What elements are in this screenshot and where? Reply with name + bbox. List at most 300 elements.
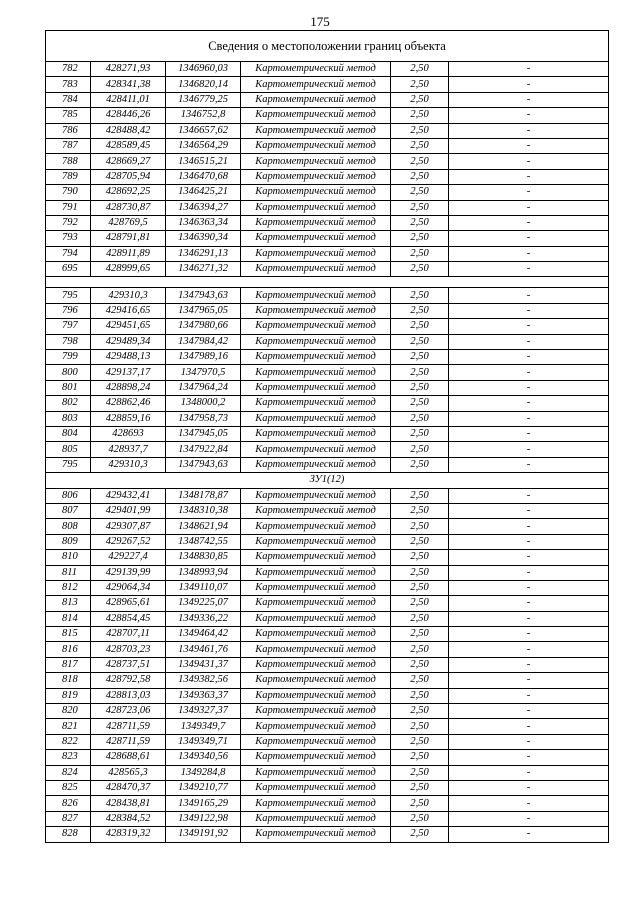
table-title: Сведения о местоположении границ объекта xyxy=(46,31,609,62)
description-cell: - xyxy=(449,303,609,318)
accuracy-cell: 2,50 xyxy=(391,503,449,518)
method-cell: Картометрический метод xyxy=(241,580,391,595)
point-number-cell: 818 xyxy=(46,673,91,688)
table-row xyxy=(46,611,609,626)
table-row xyxy=(46,765,609,780)
description-cell: - xyxy=(449,780,609,795)
x-coordinate-cell: 428937,7 xyxy=(91,442,166,457)
method-cell: Картометрический метод xyxy=(241,704,391,719)
x-coordinate-cell: 428411,01 xyxy=(91,92,166,107)
y-coordinate-cell: 1347970,5 xyxy=(166,365,241,380)
accuracy-cell: 2,50 xyxy=(391,765,449,780)
point-number-cell: 803 xyxy=(46,411,91,426)
description-cell: - xyxy=(449,154,609,169)
y-coordinate-cell: 1349284,8 xyxy=(166,765,241,780)
accuracy-cell: 2,50 xyxy=(391,319,449,334)
description-cell: - xyxy=(449,673,609,688)
x-coordinate-cell: 428692,25 xyxy=(91,185,166,200)
method-cell: Картометрический метод xyxy=(241,627,391,642)
y-coordinate-cell: 1346515,21 xyxy=(166,154,241,169)
table-row xyxy=(46,215,609,230)
x-coordinate-cell: 429064,34 xyxy=(91,580,166,595)
y-coordinate-cell: 1349210,77 xyxy=(166,780,241,795)
x-coordinate-cell: 428965,61 xyxy=(91,596,166,611)
table-row xyxy=(46,796,609,811)
description-cell: - xyxy=(449,426,609,441)
description-cell: - xyxy=(449,92,609,107)
x-coordinate-cell: 428792,58 xyxy=(91,673,166,688)
point-number-cell: 825 xyxy=(46,780,91,795)
method-cell: Картометрический метод xyxy=(241,231,391,246)
accuracy-cell: 2,50 xyxy=(391,627,449,642)
table-row xyxy=(46,169,609,184)
description-cell: - xyxy=(449,442,609,457)
method-cell: Картометрический метод xyxy=(241,811,391,826)
accuracy-cell: 2,50 xyxy=(391,719,449,734)
accuracy-cell: 2,50 xyxy=(391,580,449,595)
method-cell: Картометрический метод xyxy=(241,200,391,215)
method-cell: Картометрический метод xyxy=(241,596,391,611)
description-cell: - xyxy=(449,488,609,503)
point-number-cell: 811 xyxy=(46,565,91,580)
y-coordinate-cell: 1347945,05 xyxy=(166,426,241,441)
x-coordinate-cell: 429139,99 xyxy=(91,565,166,580)
method-cell: Картометрический метод xyxy=(241,503,391,518)
accuracy-cell: 2,50 xyxy=(391,688,449,703)
accuracy-cell: 2,50 xyxy=(391,303,449,318)
method-cell: Картометрический метод xyxy=(241,719,391,734)
method-cell: Картометрический метод xyxy=(241,765,391,780)
table-row xyxy=(46,534,609,549)
accuracy-cell: 2,50 xyxy=(391,108,449,123)
x-coordinate-cell: 429401,99 xyxy=(91,503,166,518)
table-row xyxy=(46,457,609,472)
accuracy-cell: 2,50 xyxy=(391,154,449,169)
point-number-cell: 783 xyxy=(46,77,91,92)
method-cell: Картометрический метод xyxy=(241,319,391,334)
x-coordinate-cell: 428341,38 xyxy=(91,77,166,92)
accuracy-cell: 2,50 xyxy=(391,611,449,626)
description-cell: - xyxy=(449,262,609,277)
x-coordinate-cell: 428693 xyxy=(91,426,166,441)
description-cell: - xyxy=(449,580,609,595)
point-number-cell: 791 xyxy=(46,200,91,215)
point-number-cell: 822 xyxy=(46,734,91,749)
accuracy-cell: 2,50 xyxy=(391,138,449,153)
x-coordinate-cell: 428711,59 xyxy=(91,734,166,749)
method-cell: Картометрический метод xyxy=(241,380,391,395)
method-cell: Картометрический метод xyxy=(241,642,391,657)
point-number-cell: 799 xyxy=(46,350,91,365)
x-coordinate-cell: 428688,61 xyxy=(91,750,166,765)
table-row xyxy=(46,503,609,518)
y-coordinate-cell: 1349336,22 xyxy=(166,611,241,626)
accuracy-cell: 2,50 xyxy=(391,488,449,503)
y-coordinate-cell: 1349461,76 xyxy=(166,642,241,657)
method-cell: Картометрический метод xyxy=(241,734,391,749)
point-number-cell: 815 xyxy=(46,627,91,642)
x-coordinate-cell: 429416,65 xyxy=(91,303,166,318)
x-coordinate-cell: 428703,23 xyxy=(91,642,166,657)
method-cell: Картометрический метод xyxy=(241,365,391,380)
table-title-row xyxy=(46,31,609,62)
accuracy-cell: 2,50 xyxy=(391,185,449,200)
x-coordinate-cell: 429227,4 xyxy=(91,550,166,565)
accuracy-cell: 2,50 xyxy=(391,92,449,107)
x-coordinate-cell: 428446,26 xyxy=(91,108,166,123)
x-coordinate-cell: 428854,45 xyxy=(91,611,166,626)
point-number-cell: 789 xyxy=(46,169,91,184)
x-coordinate-cell: 429489,34 xyxy=(91,334,166,349)
x-coordinate-cell: 429451,65 xyxy=(91,319,166,334)
point-number-cell: 812 xyxy=(46,580,91,595)
description-cell: - xyxy=(449,596,609,611)
y-coordinate-cell: 1346960,03 xyxy=(166,62,241,77)
point-number-cell: 827 xyxy=(46,811,91,826)
method-cell: Картометрический метод xyxy=(241,262,391,277)
y-coordinate-cell: 1347964,24 xyxy=(166,380,241,395)
point-number-cell: 806 xyxy=(46,488,91,503)
description-cell: - xyxy=(449,704,609,719)
x-coordinate-cell: 428769,5 xyxy=(91,215,166,230)
y-coordinate-cell: 1349110,07 xyxy=(166,580,241,595)
x-coordinate-cell: 429307,87 xyxy=(91,519,166,534)
point-number-cell: 792 xyxy=(46,215,91,230)
point-number-cell: 824 xyxy=(46,765,91,780)
description-cell: - xyxy=(449,565,609,580)
point-number-cell: 820 xyxy=(46,704,91,719)
table-row xyxy=(46,580,609,595)
accuracy-cell: 2,50 xyxy=(391,442,449,457)
method-cell: Картометрический метод xyxy=(241,334,391,349)
accuracy-cell: 2,50 xyxy=(391,426,449,441)
table-row xyxy=(46,734,609,749)
accuracy-cell: 2,50 xyxy=(391,200,449,215)
y-coordinate-cell: 1346291,13 xyxy=(166,246,241,261)
point-number-cell: 695 xyxy=(46,262,91,277)
y-coordinate-cell: 1346657,62 xyxy=(166,123,241,138)
x-coordinate-cell: 428565,3 xyxy=(91,765,166,780)
description-cell: - xyxy=(449,396,609,411)
accuracy-cell: 2,50 xyxy=(391,457,449,472)
y-coordinate-cell: 1347943,63 xyxy=(166,457,241,472)
method-cell: Картометрический метод xyxy=(241,92,391,107)
y-coordinate-cell: 1346271,32 xyxy=(166,262,241,277)
y-coordinate-cell: 1347943,63 xyxy=(166,288,241,303)
method-cell: Картометрический метод xyxy=(241,780,391,795)
y-coordinate-cell: 1349349,71 xyxy=(166,734,241,749)
description-cell: - xyxy=(449,200,609,215)
y-coordinate-cell: 1347922,84 xyxy=(166,442,241,457)
y-coordinate-cell: 1349464,42 xyxy=(166,627,241,642)
table-body xyxy=(46,31,609,843)
method-cell: Картометрический метод xyxy=(241,169,391,184)
accuracy-cell: 2,50 xyxy=(391,750,449,765)
point-number-cell: 800 xyxy=(46,365,91,380)
table-row xyxy=(46,519,609,534)
point-number-cell: 785 xyxy=(46,108,91,123)
accuracy-cell: 2,50 xyxy=(391,811,449,826)
y-coordinate-cell: 1349327,37 xyxy=(166,704,241,719)
point-number-cell: 795 xyxy=(46,457,91,472)
y-coordinate-cell: 1348621,94 xyxy=(166,519,241,534)
method-cell: Картометрический метод xyxy=(241,750,391,765)
accuracy-cell: 2,50 xyxy=(391,642,449,657)
accuracy-cell: 2,50 xyxy=(391,365,449,380)
x-coordinate-cell: 428859,16 xyxy=(91,411,166,426)
point-number-cell: 797 xyxy=(46,319,91,334)
table-row xyxy=(46,77,609,92)
x-coordinate-cell: 428705,94 xyxy=(91,169,166,184)
point-number-cell: 819 xyxy=(46,688,91,703)
x-coordinate-cell: 428911,89 xyxy=(91,246,166,261)
description-cell: - xyxy=(449,350,609,365)
table-row xyxy=(46,657,609,672)
table-row xyxy=(46,750,609,765)
point-number-cell: 793 xyxy=(46,231,91,246)
y-coordinate-cell: 1346425,21 xyxy=(166,185,241,200)
description-cell: - xyxy=(449,380,609,395)
accuracy-cell: 2,50 xyxy=(391,262,449,277)
table-row xyxy=(46,442,609,457)
accuracy-cell: 2,50 xyxy=(391,246,449,261)
accuracy-cell: 2,50 xyxy=(391,519,449,534)
table-row xyxy=(46,231,609,246)
table-row xyxy=(46,380,609,395)
y-coordinate-cell: 1348993,94 xyxy=(166,565,241,580)
accuracy-cell: 2,50 xyxy=(391,796,449,811)
description-cell: - xyxy=(449,719,609,734)
y-coordinate-cell: 1346390,34 xyxy=(166,231,241,246)
method-cell: Картометрический метод xyxy=(241,550,391,565)
y-coordinate-cell: 1349382,56 xyxy=(166,673,241,688)
accuracy-cell: 2,50 xyxy=(391,77,449,92)
method-cell: Картометрический метод xyxy=(241,246,391,261)
x-coordinate-cell: 429267,52 xyxy=(91,534,166,549)
x-coordinate-cell: 428723,06 xyxy=(91,704,166,719)
table-row xyxy=(46,596,609,611)
description-cell: - xyxy=(449,77,609,92)
table-row xyxy=(46,108,609,123)
method-cell: Картометрический метод xyxy=(241,827,391,842)
point-number-cell: 807 xyxy=(46,503,91,518)
table-row xyxy=(46,303,609,318)
accuracy-cell: 2,50 xyxy=(391,123,449,138)
x-coordinate-cell: 428862,46 xyxy=(91,396,166,411)
x-coordinate-cell: 428384,52 xyxy=(91,811,166,826)
point-number-cell: 821 xyxy=(46,719,91,734)
x-coordinate-cell: 428470,37 xyxy=(91,780,166,795)
table-row xyxy=(46,627,609,642)
point-number-cell: 817 xyxy=(46,657,91,672)
y-coordinate-cell: 1346394,27 xyxy=(166,200,241,215)
table-row xyxy=(46,350,609,365)
x-coordinate-cell: 428707,11 xyxy=(91,627,166,642)
method-cell: Картометрический метод xyxy=(241,673,391,688)
method-cell: Картометрический метод xyxy=(241,519,391,534)
method-cell: Картометрический метод xyxy=(241,657,391,672)
method-cell: Картометрический метод xyxy=(241,215,391,230)
y-coordinate-cell: 1348830,85 xyxy=(166,550,241,565)
table-row xyxy=(46,488,609,503)
table-row xyxy=(46,246,609,261)
table-row xyxy=(46,185,609,200)
boundary-coordinates-table xyxy=(45,30,609,843)
description-cell: - xyxy=(449,185,609,200)
x-coordinate-cell: 429432,41 xyxy=(91,488,166,503)
x-coordinate-cell: 428711,59 xyxy=(91,719,166,734)
description-cell: - xyxy=(449,169,609,184)
description-cell: - xyxy=(449,334,609,349)
table-row xyxy=(46,334,609,349)
description-cell: - xyxy=(449,627,609,642)
table-row xyxy=(46,673,609,688)
method-cell: Картометрический метод xyxy=(241,154,391,169)
description-cell: - xyxy=(449,503,609,518)
x-coordinate-cell: 428730,87 xyxy=(91,200,166,215)
table-row xyxy=(46,123,609,138)
point-number-cell: 795 xyxy=(46,288,91,303)
table-row xyxy=(46,565,609,580)
x-coordinate-cell: 428319,32 xyxy=(91,827,166,842)
y-coordinate-cell: 1349165,29 xyxy=(166,796,241,811)
point-number-cell: 786 xyxy=(46,123,91,138)
accuracy-cell: 2,50 xyxy=(391,334,449,349)
table-row xyxy=(46,92,609,107)
x-coordinate-cell: 428999,65 xyxy=(91,262,166,277)
accuracy-cell: 2,50 xyxy=(391,231,449,246)
accuracy-cell: 2,50 xyxy=(391,534,449,549)
table-row xyxy=(46,138,609,153)
y-coordinate-cell: 1348000,2 xyxy=(166,396,241,411)
table-row xyxy=(46,319,609,334)
accuracy-cell: 2,50 xyxy=(391,565,449,580)
description-cell: - xyxy=(449,796,609,811)
y-coordinate-cell: 1348310,38 xyxy=(166,503,241,518)
section-separator-row xyxy=(46,277,609,288)
table-row xyxy=(46,288,609,303)
accuracy-cell: 2,50 xyxy=(391,550,449,565)
section-subheading-row xyxy=(46,473,609,488)
y-coordinate-cell: 1349340,56 xyxy=(166,750,241,765)
description-cell: - xyxy=(449,765,609,780)
description-cell: - xyxy=(449,750,609,765)
method-cell: Картометрический метод xyxy=(241,565,391,580)
x-coordinate-cell: 429310,3 xyxy=(91,457,166,472)
y-coordinate-cell: 1349363,37 xyxy=(166,688,241,703)
table-row xyxy=(46,411,609,426)
accuracy-cell: 2,50 xyxy=(391,215,449,230)
accuracy-cell: 2,50 xyxy=(391,596,449,611)
x-coordinate-cell: 429137,17 xyxy=(91,365,166,380)
table-row xyxy=(46,262,609,277)
table-row xyxy=(46,62,609,77)
method-cell: Картометрический метод xyxy=(241,123,391,138)
table-row xyxy=(46,719,609,734)
table-row xyxy=(46,780,609,795)
point-number-cell: 804 xyxy=(46,426,91,441)
method-cell: Картометрический метод xyxy=(241,396,391,411)
y-coordinate-cell: 1346363,34 xyxy=(166,215,241,230)
y-coordinate-cell: 1349349,7 xyxy=(166,719,241,734)
section-separator xyxy=(46,277,609,288)
y-coordinate-cell: 1347984,42 xyxy=(166,334,241,349)
y-coordinate-cell: 1346752,8 xyxy=(166,108,241,123)
accuracy-cell: 2,50 xyxy=(391,169,449,184)
method-cell: Картометрический метод xyxy=(241,303,391,318)
table-row xyxy=(46,365,609,380)
description-cell: - xyxy=(449,215,609,230)
accuracy-cell: 2,50 xyxy=(391,62,449,77)
point-number-cell: 814 xyxy=(46,611,91,626)
method-cell: Картометрический метод xyxy=(241,442,391,457)
y-coordinate-cell: 1347980,66 xyxy=(166,319,241,334)
y-coordinate-cell: 1349225,07 xyxy=(166,596,241,611)
method-cell: Картометрический метод xyxy=(241,796,391,811)
accuracy-cell: 2,50 xyxy=(391,411,449,426)
description-cell: - xyxy=(449,288,609,303)
y-coordinate-cell: 1346470,68 xyxy=(166,169,241,184)
description-cell: - xyxy=(449,62,609,77)
method-cell: Картометрический метод xyxy=(241,611,391,626)
description-cell: - xyxy=(449,534,609,549)
point-number-cell: 805 xyxy=(46,442,91,457)
method-cell: Картометрический метод xyxy=(241,62,391,77)
y-coordinate-cell: 1346564,29 xyxy=(166,138,241,153)
point-number-cell: 808 xyxy=(46,519,91,534)
description-cell: - xyxy=(449,123,609,138)
description-cell: - xyxy=(449,231,609,246)
section-subheading: ЗУ1(12) xyxy=(46,473,609,488)
point-number-cell: 809 xyxy=(46,534,91,549)
method-cell: Картометрический метод xyxy=(241,411,391,426)
point-number-cell: 802 xyxy=(46,396,91,411)
method-cell: Картометрический метод xyxy=(241,488,391,503)
method-cell: Картометрический метод xyxy=(241,688,391,703)
point-number-cell: 828 xyxy=(46,827,91,842)
x-coordinate-cell: 428589,45 xyxy=(91,138,166,153)
point-number-cell: 813 xyxy=(46,596,91,611)
y-coordinate-cell: 1348742,55 xyxy=(166,534,241,549)
table-row xyxy=(46,704,609,719)
table-row xyxy=(46,642,609,657)
y-coordinate-cell: 1349431,37 xyxy=(166,657,241,672)
y-coordinate-cell: 1349122,98 xyxy=(166,811,241,826)
accuracy-cell: 2,50 xyxy=(391,780,449,795)
description-cell: - xyxy=(449,811,609,826)
y-coordinate-cell: 1347965,05 xyxy=(166,303,241,318)
point-number-cell: 801 xyxy=(46,380,91,395)
x-coordinate-cell: 428791,81 xyxy=(91,231,166,246)
method-cell: Картометрический метод xyxy=(241,138,391,153)
method-cell: Картометрический метод xyxy=(241,185,391,200)
table-row xyxy=(46,811,609,826)
description-cell: - xyxy=(449,827,609,842)
point-number-cell: 816 xyxy=(46,642,91,657)
description-cell: - xyxy=(449,734,609,749)
x-coordinate-cell: 428737,51 xyxy=(91,657,166,672)
x-coordinate-cell: 428669,27 xyxy=(91,154,166,169)
table-row xyxy=(46,426,609,441)
description-cell: - xyxy=(449,319,609,334)
accuracy-cell: 2,50 xyxy=(391,288,449,303)
x-coordinate-cell: 429310,3 xyxy=(91,288,166,303)
description-cell: - xyxy=(449,246,609,261)
x-coordinate-cell: 428813,03 xyxy=(91,688,166,703)
description-cell: - xyxy=(449,688,609,703)
description-cell: - xyxy=(449,550,609,565)
method-cell: Картометрический метод xyxy=(241,534,391,549)
